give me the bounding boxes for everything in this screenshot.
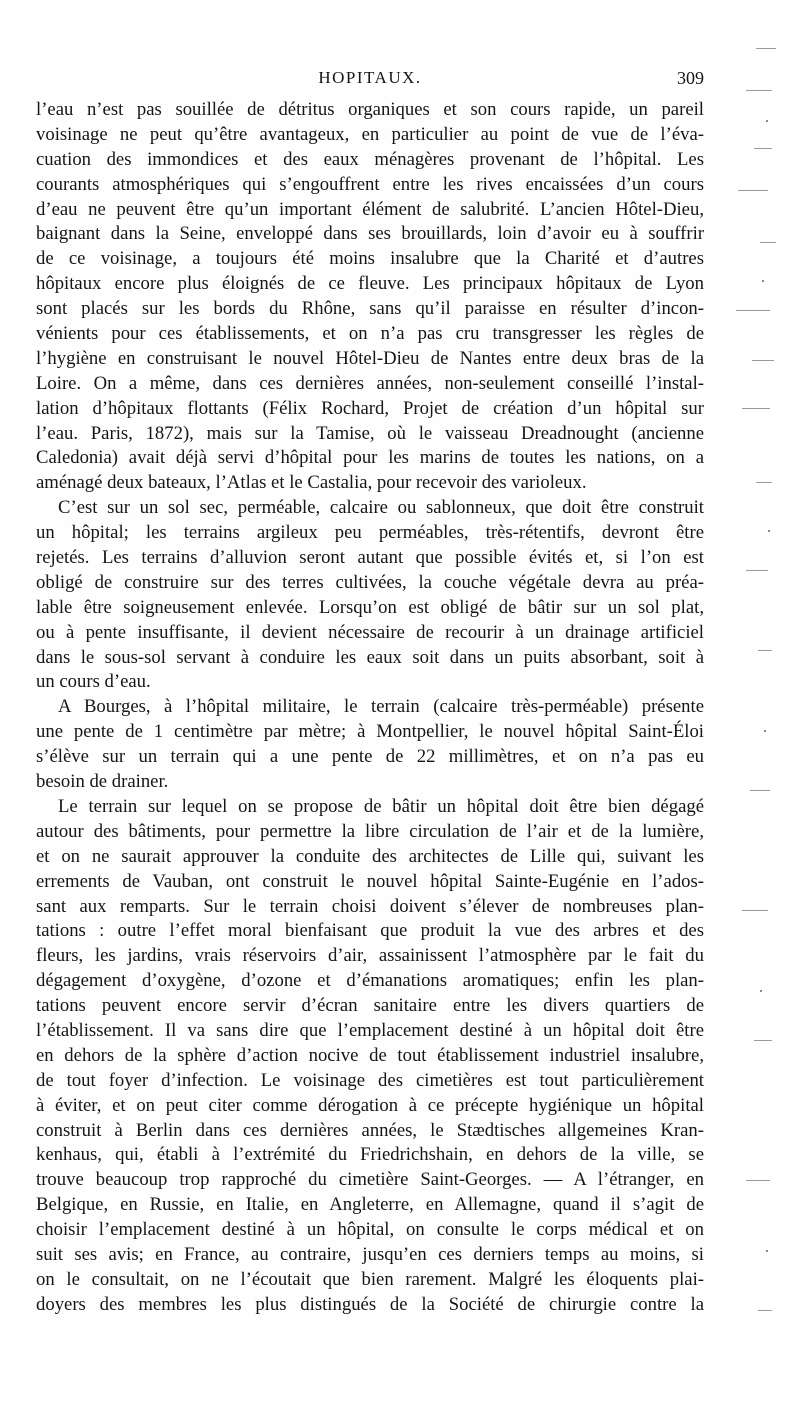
text-line: Loire. On a même, dans ces dernières années, non-seulement conseillé l’instal- (36, 372, 704, 394)
scan-mark (738, 190, 768, 191)
text-line: rejetés. Les terrains d’alluvion seront autant que possible évités et, si l’on est (36, 547, 704, 569)
text-line: dégagement d’oxygène, d’ozone et d’émanations aromatiques; enfin les plan- (36, 970, 704, 992)
scan-mark (754, 148, 772, 149)
scan-mark (736, 310, 770, 311)
text-line: lable être soigneusement enlevée. Lorsqu’on est obligé de bâtir sur un sol plat, (36, 596, 704, 618)
paragraph (36, 795, 704, 1318)
scan-dot (766, 1250, 768, 1252)
scan-mark (754, 1040, 772, 1041)
scan-mark (746, 90, 772, 91)
text-line: à éviter, et on peut citer comme dérogation à ce précepte hygiénique un hôpital (36, 1094, 704, 1116)
text-line: aménagé deux bateaux, l’Atlas et le Castalia, pour recevoir des varioleux. (36, 472, 587, 494)
scan-mark (742, 408, 770, 409)
text-line: l’eau. Paris, 1872), mais sur la Tamise, où le vaisseau Dreadnought (ancienne (36, 422, 704, 444)
text-line: obligé de construire sur des terres cultivées, la couche végétale devra au préa- (36, 571, 704, 593)
scan-mark (758, 1310, 772, 1311)
text-line: tations : outre l’effet moral bienfaisant que produit la vue des arbres et des (36, 920, 704, 942)
text-line: courants atmosphériques qui s’engouffrent entre les rives encaissées d’un cours (36, 173, 704, 195)
text-line: fleurs, les jardins, vrais réservoirs d’air, assainissent l’atmosphère par le fait du (36, 945, 704, 967)
scan-dot (766, 120, 768, 122)
text-line: tations peuvent encore servir d’écran sanitaire entre les divers quartiers de (36, 995, 704, 1017)
text-line: autour des bâtiments, pour permettre la libre circulation de l’air et de la lumière, (36, 820, 704, 842)
text-line: l’établissement. Il va sans dire que l’emplacement destiné à un hôpital doit être (36, 1019, 704, 1041)
text-line: dans le sous-sol servant à conduire les eaux soit dans un puits absorbant, soit à (36, 646, 704, 668)
text-line: construit à Berlin dans ces dernières années, le Stædtisches allgemeines Kran- (36, 1119, 704, 1141)
scan-dot (764, 730, 766, 732)
text-line: un cours d’eau. (36, 671, 151, 693)
paragraph (36, 695, 704, 795)
text-line: vénients pour ces établissements, et on n’a pas cru transgresser les règles de (36, 323, 704, 345)
text-line: trouve beaucoup trop rapproché du cimetière Saint-Georges. — A l’étranger, en (36, 1169, 704, 1191)
text-line: choisir l’emplacement destiné à un hôpital, on consulte le corps médical et on (36, 1219, 704, 1241)
text-line: sant aux remparts. Sur le terrain choisi doivent s’élever de nombreuses plan- (36, 895, 704, 917)
text-line: C’est sur un sol sec, perméable, calcaire ou sablonneux, que doit être construit (58, 497, 704, 519)
text-line: d’eau ne peuvent être qu’un important élément de salubrité. L’ancien Hôtel-Dieu, (36, 198, 704, 220)
scan-mark (758, 650, 772, 651)
scan-mark (756, 482, 772, 483)
text-line: errements de Vauban, ont construit le nouvel hôpital Sainte-Eugénie en l’ados- (36, 870, 704, 892)
paragraph (36, 98, 704, 496)
scan-dot (760, 990, 762, 992)
text-line: on le consultait, on ne l’écoutait que bien rarement. Malgré les éloquents plai- (36, 1268, 704, 1290)
scan-dot (762, 280, 764, 282)
text-line: de ce voisinage, a toujours été moins insalubre que la Charité et d’autres (36, 248, 704, 270)
text-line: hôpitaux encore plus éloignés de ce fleuve. Les principaux hôpitaux de Lyon (36, 273, 704, 295)
text-line: Belgique, en Russie, en Italie, en Angleterre, en Allemagne, quand il s’agit de (36, 1194, 704, 1216)
text-line: voisinage ne peut qu’être avantageux, en particulier au point de vue de l’éva- (36, 123, 704, 145)
text-line: sont placés sur les bords du Rhône, sans qu’il paraisse en résulter d’incon- (36, 298, 704, 320)
text-line: l’eau n’est pas souillée de détritus organiques et son cours rapide, un pareil (36, 99, 704, 120)
scan-mark (760, 242, 776, 243)
text-line: l’hygiène en construisant le nouvel Hôtel-Dieu de Nantes entre deux bras de la (36, 347, 704, 369)
scan-dot (768, 530, 770, 532)
text-line: ou à pente insuffisante, il devient nécessaire de recourir à un drainage artificiel (36, 621, 704, 643)
scan-margin-marks (716, 30, 786, 1400)
scan-mark (746, 1180, 770, 1181)
text-line: un hôpital; les terrains argileux peu perméables, très-rétentifs, devront être (36, 522, 704, 544)
scan-mark (752, 360, 774, 361)
text-line: suit ses avis; en France, au contraire, jusqu’en ces derniers temps au moins, si (36, 1243, 704, 1265)
running-title: HOPITAUX. (318, 68, 422, 87)
text-line: en dehors de la sphère d’action nocive de tout établissement industriel insalubre, (36, 1044, 704, 1066)
text-line: et on ne saurait approuver la conduite des architectes de Lille qui, suivant les (36, 845, 704, 867)
text-line: A Bourges, à l’hôpital militaire, le terrain (calcaire très-perméable) présente (58, 696, 704, 718)
text-line: cuation des immondices et des eaux ménagères provenant de l’hôpital. Les (36, 148, 704, 170)
text-line: doyers des membres les plus distingués de la Société de chirurgie contre la (36, 1293, 704, 1315)
running-head (36, 68, 704, 94)
text-line: Caledonia) avait déjà servi d’hôpital pour les marins de toutes les nations, on a (36, 447, 704, 469)
scan-mark (756, 48, 776, 49)
scan-mark (746, 570, 768, 571)
paragraph (36, 496, 704, 695)
scan-mark (742, 910, 768, 911)
text-line: baignant dans la Seine, enveloppé dans ses brouillards, loin d’avoir eu à souffrir (36, 223, 704, 245)
text-line: une pente de 1 centimètre par mètre; à Montpellier, le nouvel hôpital Saint-Éloi (36, 721, 704, 743)
scan-mark (750, 790, 770, 791)
page-number: 309 (677, 68, 704, 88)
text-line: s’élève sur un terrain qui a une pente de 22 millimètres, et on n’a pas eu (36, 746, 704, 768)
text-line: lation d’hôpitaux flottants (Félix Rochard, Projet de création d’un hôpital sur (36, 397, 704, 419)
text-line: kenhaus, qui, établi à l’extrémité du Friedrichshain, en dehors de la ville, se (36, 1144, 704, 1166)
text-line: de tout foyer d’infection. Le voisinage des cimetières est tout particulièrement (36, 1069, 704, 1091)
text-line: Le terrain sur lequel on se propose de bâtir un hôpital doit être bien dégagé (58, 795, 704, 817)
text-line: besoin de drainer. (36, 771, 169, 793)
body-text (36, 98, 704, 1318)
